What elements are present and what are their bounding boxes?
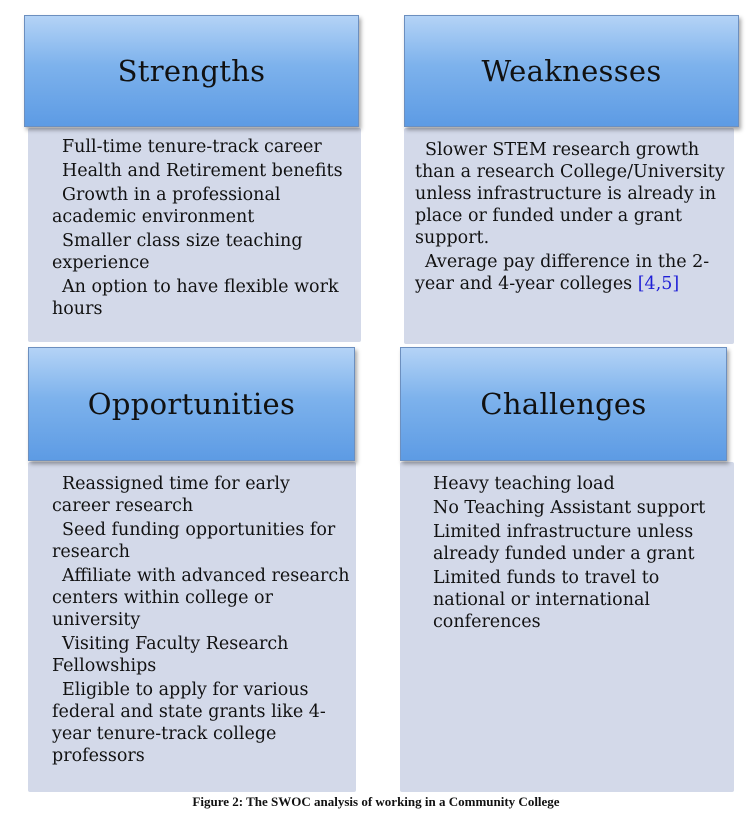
opportunities-list	[52, 473, 350, 769]
opportunities-item: Seed funding opportunities for research	[52, 520, 336, 562]
strengths-item: An option to have flexible work hours	[52, 277, 339, 319]
weaknesses-title: Weaknesses	[481, 54, 662, 88]
challenges-item: Heavy teaching load	[433, 474, 615, 494]
citation-link[interactable]: [4,5]	[637, 274, 680, 294]
strengths-item: Growth in a professional academic environment	[52, 185, 281, 227]
opportunities-item: Reassigned time for early career research	[52, 474, 290, 516]
opportunities-item: Eligible to apply for various federal and state grants like 4-year tenure-track college professors	[52, 680, 326, 766]
challenges-item: Limited funds to travel to national or international conferences	[433, 568, 660, 632]
opportunities-header	[28, 347, 355, 461]
strengths-item: Smaller class size teaching experience	[52, 231, 303, 273]
challenges-header	[400, 347, 727, 461]
challenges-item: Limited infrastructure unless already funded under a grant	[433, 522, 695, 564]
weaknesses-header	[404, 15, 739, 127]
challenges-list	[433, 473, 718, 635]
strengths-title: Strengths	[117, 54, 266, 88]
figure-caption: Figure 2: The SWOC analysis of working in a Community College	[192, 794, 560, 809]
strengths-item: Full-time tenure-track career	[62, 137, 322, 157]
weaknesses-item: Slower STEM research growth than a research College/University unless infrastructure is already in place or funded under a grant support.	[415, 140, 725, 248]
opportunities-title: Opportunities	[87, 387, 296, 421]
weaknesses-item-text: Average pay difference in the 2-year and 4-year colleges	[415, 252, 710, 294]
opportunities-item: Visiting Faculty Research Fellowships	[52, 634, 289, 676]
weaknesses-list	[415, 139, 725, 297]
opportunities-item: Affiliate with advanced research centers within college or university	[52, 566, 350, 630]
strengths-header	[24, 15, 359, 127]
weaknesses-item	[415, 251, 725, 295]
strengths-item: Health and Retirement benefits	[62, 161, 343, 181]
strengths-list	[52, 136, 352, 322]
challenges-title: Challenges	[480, 387, 647, 421]
challenges-item: No Teaching Assistant support	[433, 498, 706, 518]
